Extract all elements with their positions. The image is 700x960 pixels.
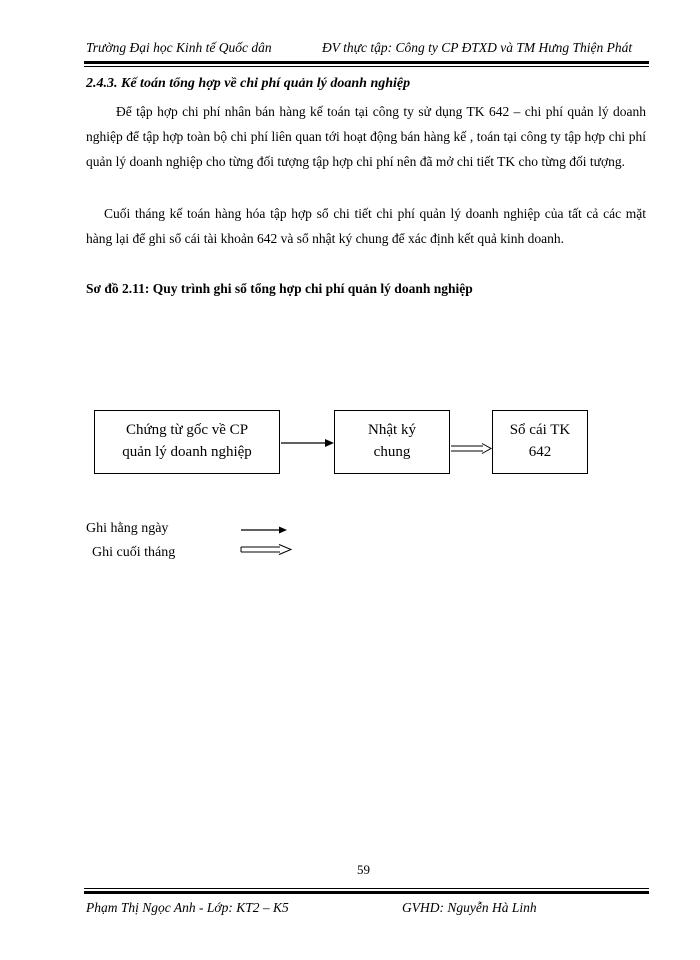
diagram-caption: Sơ đồ 2.11: Quy trình ghi sổ tổng hợp chi phí quản lý doanh nghiệp	[86, 281, 473, 296]
ledger-642-line-2: 642	[528, 444, 552, 460]
source-documents-line-2: quản lý doanh nghiệp	[122, 444, 252, 460]
monthly-arrow-connector	[451, 444, 491, 454]
legend-daily-arrow-icon	[241, 527, 287, 534]
header-company: ĐV thực tập: Công ty CP ĐTXD và TM Hưng Thiện Phát	[322, 40, 633, 55]
legend-monthly-label: Ghi cuối tháng	[92, 545, 176, 560]
ledger-642-line-1: Sổ cái TK	[509, 422, 571, 438]
footer-rule-thin	[84, 888, 649, 889]
paragraph-2: Cuối tháng kế toán hàng hóa tập hợp sổ chi tiết chi phí quản lý doanh nghiệp của tất cả các mặt hàng lại để ghi sổ cái tài khoản 642 và sổ nhật ký chung để xác định kết quả kinh doanh.	[86, 206, 646, 246]
header-school: Trường Đại học Kinh tế Quốc dân	[86, 40, 272, 55]
daily-arrow-connector	[281, 439, 334, 447]
paragraph-1: Để tập hợp chi phí nhân bán hàng kế toán tại công ty sử dụng TK 642 – chi phí quản lý doanh nghiệp để tập hợp toàn bộ chi phí liên quan tới hoạt động bán hàng kế , toán tại công ty tập hợp chi phí quản lý doanh nghiệp cho từng đối tượng tập hợp chi phí nên đã mở chi tiết TK cho từng đối tượng.	[86, 104, 646, 169]
footer-student: Phạm Thị Ngọc Anh - Lớp: KT2 – K5	[86, 900, 289, 915]
section-heading: 2.4.3. Kế toán tổng hợp về chi phí quản lý doanh nghiệp	[86, 76, 411, 91]
page-number: 59	[357, 862, 370, 877]
general-journal-line-1: Nhật ký	[368, 422, 416, 438]
legend-daily-label: Ghi hằng ngày	[86, 521, 169, 536]
general-journal-line-2: chung	[373, 444, 411, 460]
footer-supervisor: GVHD: Nguyễn Hà Linh	[402, 900, 537, 915]
footer-rule-thick	[84, 891, 649, 894]
source-documents-line-1: Chứng từ gốc về CP	[125, 422, 249, 438]
legend-monthly-arrow-icon	[241, 545, 291, 555]
